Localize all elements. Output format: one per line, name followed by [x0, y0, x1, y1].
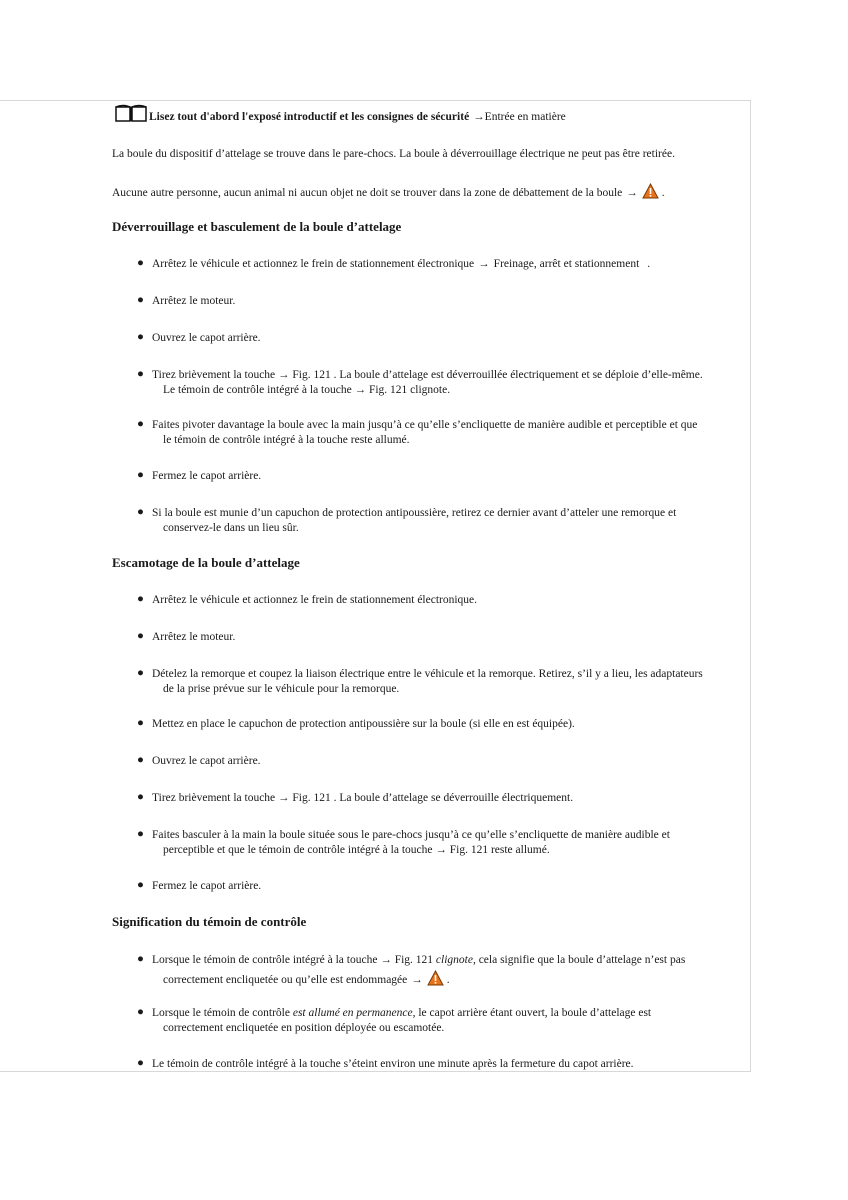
list-item — [137, 791, 742, 806]
item-text: Faites basculer à la main la boule située sous le pare-chocs jusqu’à ce qu’elle s’encliquette de manière audible et — [152, 829, 670, 841]
bullet-icon: ● — [137, 418, 144, 430]
item-text: Ouvrez le capot arrière. — [152, 755, 261, 767]
list-item — [137, 879, 742, 894]
intro-link[interactable]: Entrée en matière — [484, 111, 566, 123]
item-text: Lorsque le témoin de contrôle intégré à la touche → Fig. 121 — [152, 954, 436, 966]
bullet-icon: ● — [137, 294, 144, 306]
bullet-icon: ● — [137, 506, 144, 518]
list-item — [137, 294, 742, 309]
list-item — [137, 257, 742, 272]
list-item — [137, 828, 742, 858]
bullet-icon: ● — [137, 331, 144, 343]
intro-bold-text: Lisez tout d'abord l'exposé introductif et les consignes de sécurité — [149, 111, 470, 123]
item-text-continued: correctement encliquetée en position déployée ou escamotée. — [163, 1022, 445, 1034]
item-text: Arrêtez le moteur. — [152, 295, 236, 307]
item-text: Arrêtez le véhicule et actionnez le frein de stationnement électronique. — [152, 594, 478, 606]
item-text-continued: perceptible et que le témoin de contrôle intégré à la touche → Fig. 121 reste allumé. — [163, 844, 550, 856]
heading-signification: Signification du témoin de contrôle — [112, 914, 307, 929]
list-item — [137, 1057, 742, 1072]
list-item — [137, 368, 742, 398]
item-text-italic: clignote — [435, 954, 473, 966]
list-item — [137, 953, 742, 988]
bullet-icon: ● — [137, 667, 144, 679]
paragraph-2-text: Aucune autre personne, aucun animal ni aucun objet ne doit se trouver dans la zone de débattement de la boule — [112, 187, 623, 199]
item-text: Tirez brièvement la touche → Fig. 121 . La boule d’attelage se déverrouille électriquement. — [152, 792, 574, 804]
paragraph-2-end: . — [661, 187, 665, 199]
list-item — [137, 717, 742, 732]
paragraph-2 — [112, 183, 665, 199]
item-text-continued: correctement encliquetée ou qu’elle est endommagée — [163, 974, 408, 986]
bullet-icon: ● — [137, 1057, 144, 1069]
list-item — [137, 331, 742, 346]
link-freinage[interactable]: Freinage, arrêt et stationnement — [493, 258, 640, 270]
bullet-icon: ● — [137, 717, 144, 729]
item-end: . — [647, 258, 651, 270]
bullet-icon: ● — [137, 953, 144, 965]
list-item — [137, 593, 742, 608]
item-text-continued: de la prise prévue sur le véhicule pour la remorque. — [163, 683, 400, 695]
list-item — [137, 630, 742, 645]
bullet-icon: ● — [137, 630, 144, 642]
item-text: Mettez en place le capuchon de protection antipoussière sur la boule (si elle en est équipée). — [152, 718, 575, 730]
bullet-icon: ● — [137, 593, 144, 605]
bullet-icon: ● — [137, 257, 144, 269]
list-item — [137, 1006, 742, 1036]
item-end: . — [446, 974, 450, 986]
item-text: Si la boule est munie d’un capuchon de protection antipoussière, retirez ce dernier avant d’atteler une remorque et — [152, 507, 677, 519]
list-item — [137, 754, 742, 769]
item-text: Le témoin de contrôle intégré à la touche s’éteint environ une minute après la fermeture du capot arrière. — [152, 1058, 634, 1070]
intro-line — [114, 103, 566, 123]
item-text-continued: conservez-le dans un lieu sûr. — [163, 522, 299, 534]
item-text: Tirez brièvement la touche → Fig. 121 . La boule d’attelage est déverrouillée électriquement et se déploie d’elle-même. — [152, 369, 703, 381]
item-text-continued: le témoin de contrôle intégré à la touche reste allumé. — [163, 434, 410, 446]
bullet-icon: ● — [137, 368, 144, 380]
list-item — [137, 469, 742, 484]
list-item — [137, 418, 742, 448]
item-text-italic: est allumé en permanence — [292, 1007, 413, 1019]
intro-arrow: → — [473, 111, 485, 123]
item-text: Arrêtez le véhicule et actionnez le frein de stationnement électronique — [152, 258, 475, 270]
item-text: , cela signifie que la boule d’attelage n’est pas — [472, 954, 686, 966]
arrow-icon: → — [411, 974, 423, 986]
paragraph-1: La boule du dispositif d’attelage se trouve dans le pare-chocs. La boule à déverrouillage électrique ne peut pas être retirée. — [112, 148, 675, 160]
item-text: Lorsque le témoin de contrôle — [152, 1007, 293, 1019]
heading-deverrouillage: Déverrouillage et basculement de la boule d’attelage — [112, 219, 402, 234]
bullet-icon: ● — [137, 828, 144, 840]
bullet-icon: ● — [137, 791, 144, 803]
bullet-icon: ● — [137, 1006, 144, 1018]
item-text: Ouvrez le capot arrière. — [152, 332, 261, 344]
item-text-continued: Le témoin de contrôle intégré à la touche → Fig. 121 clignote. — [163, 384, 451, 396]
warning-icon[interactable] — [427, 970, 444, 986]
list-item — [137, 506, 742, 536]
item-text: Arrêtez le moteur. — [152, 631, 236, 643]
heading-escamotage: Escamotage de la boule d’attelage — [112, 555, 300, 570]
arrow-icon: → — [478, 258, 490, 270]
book-icon — [114, 103, 148, 123]
bullet-icon: ● — [137, 754, 144, 766]
paragraph-2-arrow: → — [626, 187, 638, 199]
item-text: Fermez le capot arrière. — [152, 880, 262, 892]
bullet-icon: ● — [137, 879, 144, 891]
list-item — [137, 667, 742, 697]
item-text: Faites pivoter davantage la boule avec la main jusqu’à ce qu’elle s’encliquette de manière audible et perceptible et que — [152, 419, 698, 431]
item-text: Dételez la remorque et coupez la liaison électrique entre le véhicule et la remorque. Retirez, s’il y a lieu, les adaptateurs — [152, 668, 703, 680]
item-text: , le capot arrière étant ouvert, la boule d’attelage est — [412, 1007, 652, 1019]
bullet-icon: ● — [137, 469, 144, 481]
warning-icon[interactable] — [642, 183, 659, 199]
item-text: Fermez le capot arrière. — [152, 470, 262, 482]
